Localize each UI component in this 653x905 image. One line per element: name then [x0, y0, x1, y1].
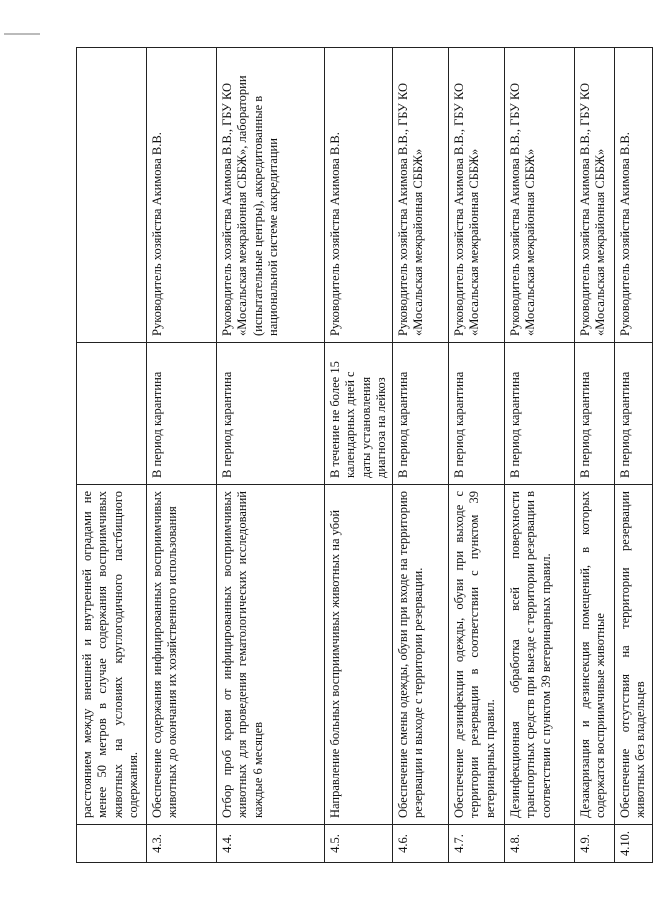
measure-cell: Дезинфекционная обработка всей поверхности транспортных средств при выезде с территории резервации в соответствии с пунктом 39 ветеринарных правил.	[505, 485, 575, 825]
measure-cell: Отбор проб крови от инфицированных восприимчивых животных для проведения гематологических исследований каждые 6 месяцев	[217, 485, 325, 825]
term-cell: В период карантина	[393, 343, 449, 485]
measure-cell: Обеспечение дезинфекции одежды, обуви при выходе с территории резервации в соответствии с пунктом 39 ветеринарных правил.	[449, 485, 505, 825]
table-row	[449, 48, 505, 863]
table-row	[393, 48, 449, 863]
responsible-cell	[77, 48, 147, 343]
table-row	[575, 48, 615, 863]
measure-cell: Направление больных восприимчивых животных на убой	[325, 485, 393, 825]
term-cell: В период карантина	[217, 343, 325, 485]
row-number: 4.3.	[147, 825, 217, 863]
table-row	[77, 48, 147, 863]
term-cell: В период карантина	[505, 343, 575, 485]
row-number: 4.9.	[575, 825, 615, 863]
row-number: 4.10.	[615, 825, 653, 863]
responsible-cell: Руководитель хозяйства Акимова В.В., ГБУ КО «Мосальская межрайонная СББЖ»	[393, 48, 449, 343]
responsible-cell: Руководитель хозяйства Акимова В.В.	[615, 48, 653, 343]
measure-cell: Обеспечение смены одежды, обуви при входе на территорию резервации и выходе с территории резервации.	[393, 485, 449, 825]
row-number	[77, 825, 147, 863]
term-cell: В течение не более 15 календарных дней с даты установления диагноза на лейкоз	[325, 343, 393, 485]
term-cell: В период карантина	[147, 343, 217, 485]
table-row	[147, 48, 217, 863]
measure-cell: Обеспечение отсутствия на территории резервации животных без владельцев	[615, 485, 653, 825]
responsible-cell: Руководитель хозяйства Акимова В.В.	[147, 48, 217, 343]
measure-cell: расстоянием между внешней и внутренней оградами не менее 50 метров в случае содержания восприимчивых животных на условиях круглогодичного пастбищного содержания.	[77, 485, 147, 825]
row-number: 4.8.	[505, 825, 575, 863]
responsible-cell: Руководитель хозяйства Акимова В.В., ГБУ КО «Мосальская межрайонная СББЖ»	[449, 48, 505, 343]
term-cell	[77, 343, 147, 485]
row-number: 4.7.	[449, 825, 505, 863]
table-row	[325, 48, 393, 863]
responsible-cell: Руководитель хозяйства Акимова В.В., ГБУ КО «Мосальская межрайонная СББЖ»	[575, 48, 615, 343]
responsible-cell: Руководитель хозяйства Акимова В.В., ГБУ КО «Мосальская межрайонная СББЖ»	[505, 48, 575, 343]
table-row	[217, 48, 325, 863]
table-row	[615, 48, 653, 863]
measures-table	[76, 47, 653, 863]
measure-cell: Обеспечение содержания инфицированных восприимчивых животных до окончания их хозяйственного использования	[147, 485, 217, 825]
term-cell: В период карантина	[449, 343, 505, 485]
row-number: 4.5.	[325, 825, 393, 863]
row-number: 4.4.	[217, 825, 325, 863]
table-row	[505, 48, 575, 863]
term-cell: В период карантина	[615, 343, 653, 485]
scan-edge-mark	[4, 33, 40, 35]
term-cell: В период карантина	[575, 343, 615, 485]
row-number: 4.6.	[393, 825, 449, 863]
responsible-cell: Руководитель хозяйства Акимова В.В.	[325, 48, 393, 343]
responsible-cell: Руководитель хозяйства Акимова В.В., ГБУ КО «Мосальская межрайонная СББЖ», лаборатории (испытательные центры), аккредитованные в национальной системе аккредитации	[217, 48, 325, 343]
measure-cell: Дезакаризация и дезинсекция помещений, в которых содержатся восприимчивые животные	[575, 485, 615, 825]
